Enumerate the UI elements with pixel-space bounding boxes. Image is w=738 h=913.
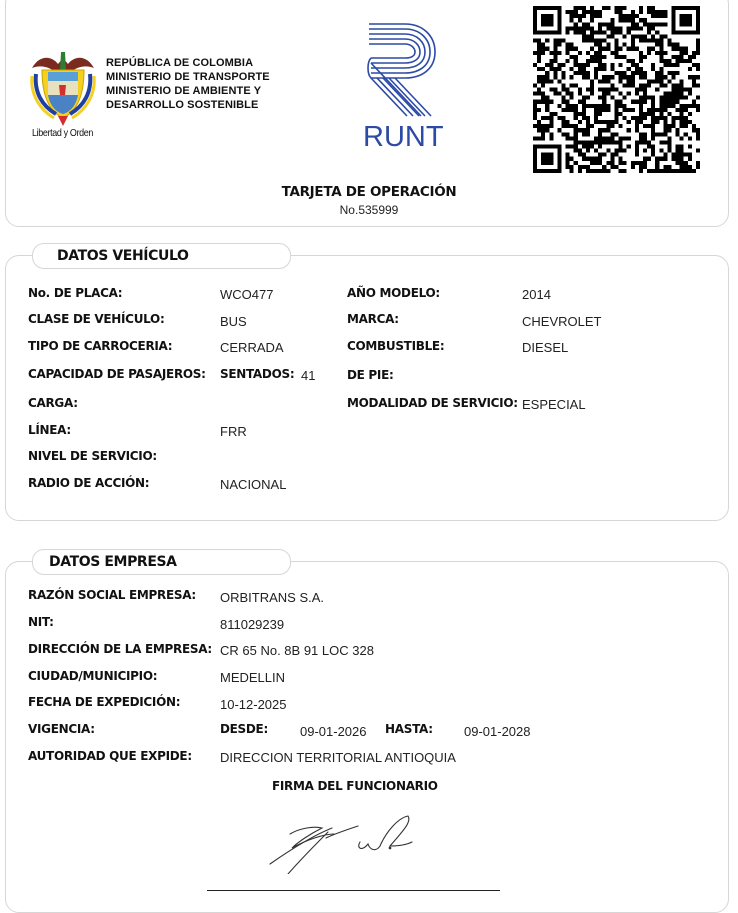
company-name-label: RAZÓN SOCIAL EMPRESA: <box>28 588 196 602</box>
validity-to-label: HASTA: <box>385 722 433 736</box>
fuel-label: COMBUSTIBLE: <box>347 339 445 353</box>
action-radius-value: NACIONAL <box>220 477 287 492</box>
line-value: FRR <box>220 424 247 439</box>
city-label: CIUDAD/MUNICIPIO: <box>28 669 158 683</box>
service-mode-label: MODALIDAD DE SERVICIO: <box>347 396 518 410</box>
line-label: LÍNEA: <box>28 423 71 437</box>
validity-from-value: 09-01-2026 <box>300 724 367 739</box>
issue-date-label: FECHA DE EXPEDICIÓN: <box>28 695 181 709</box>
vehicle-section-tab <box>32 243 291 269</box>
nit-label: NIT: <box>28 615 54 629</box>
seated-value: 41 <box>301 368 316 383</box>
seated-label: SENTADOS: <box>220 367 295 381</box>
ministry-line: REPÚBLICA DE COLOMBIA <box>106 57 254 69</box>
signature-image <box>262 812 417 874</box>
fuel-value: DIESEL <box>522 340 569 355</box>
ministry-line: MINISTERIO DE TRANSPORTE <box>106 71 270 83</box>
city-value: MEDELLIN <box>220 670 286 685</box>
model-year-value: 2014 <box>522 287 551 302</box>
model-year-label: AÑO MODELO: <box>347 286 440 300</box>
service-mode-value: ESPECIAL <box>522 397 586 412</box>
document-title: TARJETA DE OPERACIÓN <box>281 184 457 200</box>
company-address-value: CR 65 No. 8B 91 LOC 328 <box>220 643 374 658</box>
nit-value: 811029239 <box>220 617 285 632</box>
vehicle-section-title: DATOS VEHÍCULO <box>57 248 189 264</box>
ministry-line: MINISTERIO DE AMBIENTE Y <box>106 85 262 97</box>
runt-r-logo-icon <box>365 22 437 118</box>
company-name-value: ORBITRANS S.A. <box>220 590 325 605</box>
runt-wordmark: RUNT <box>363 121 444 153</box>
ministry-heading <box>106 56 270 112</box>
company-section-tab <box>32 549 291 575</box>
brand-label: MARCA: <box>347 312 399 326</box>
validity-from-label: DESDE: <box>220 722 268 736</box>
issuing-authority-value: DIRECCION TERRITORIAL ANTIOQUIA <box>220 750 456 765</box>
vehicle-class-label: CLASE DE VEHÍCULO: <box>28 312 165 326</box>
company-address-label: DIRECCIÓN DE LA EMPRESA: <box>28 642 212 656</box>
ministry-line: DESARROLLO SOSTENIBLE <box>106 99 259 111</box>
standing-label: DE PIE: <box>347 368 394 382</box>
issuing-authority-label: AUTORIDAD QUE EXPIDE: <box>28 749 192 763</box>
validity-label: VIGENCIA: <box>28 722 95 736</box>
action-radius-label: RADIO DE ACCIÓN: <box>28 476 150 490</box>
vehicle-class-value: BUS <box>220 314 247 329</box>
coat-of-arms-icon <box>28 48 98 128</box>
passenger-capacity-label: CAPACIDAD DE PASAJEROS: <box>28 367 206 381</box>
cargo-label: CARGA: <box>28 396 78 410</box>
validity-to-value: 09-01-2028 <box>464 724 531 739</box>
service-level-label: NIVEL DE SERVICIO: <box>28 449 157 463</box>
company-section-title: DATOS EMPRESA <box>49 554 177 570</box>
plate-label: No. DE PLACA: <box>28 286 123 300</box>
brand-value: CHEVROLET <box>522 314 602 329</box>
issue-date-value: 10-12-2025 <box>220 697 287 712</box>
body-type-label: TIPO DE CARROCERIA: <box>28 339 173 353</box>
official-signature-label: FIRMA DEL FUNCIONARIO <box>272 779 438 793</box>
coat-of-arms-caption: Libertad y Orden <box>32 127 94 139</box>
document-number: No.535999 <box>339 203 399 217</box>
qr-code-icon[interactable] <box>533 5 700 174</box>
signature-line <box>207 890 500 891</box>
body-type-value: CERRADA <box>220 340 284 355</box>
plate-value: WCO477 <box>220 287 274 302</box>
